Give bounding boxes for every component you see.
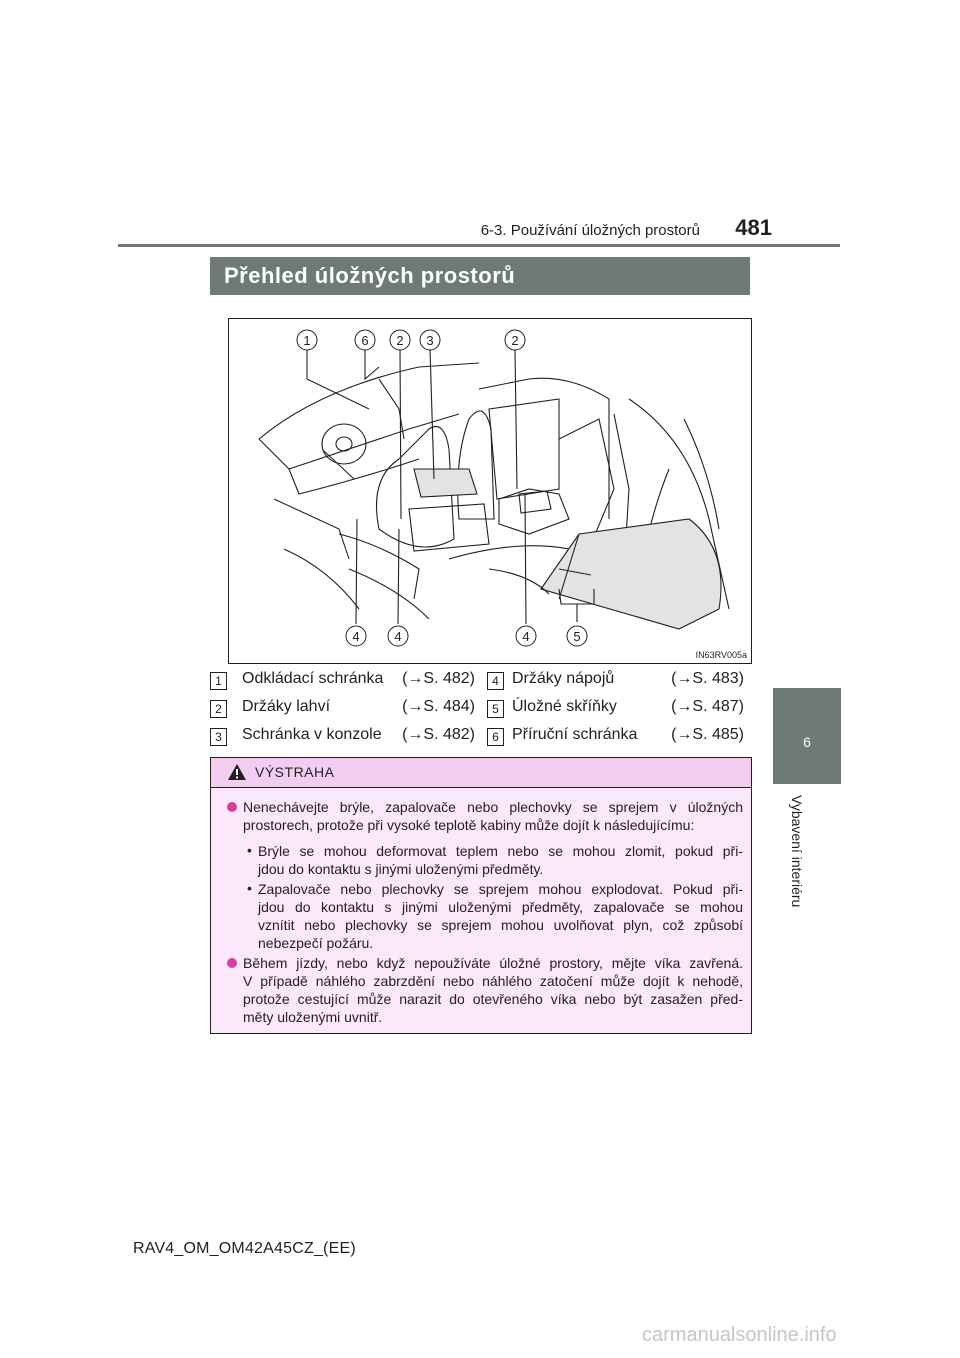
legend-page-ref[interactable]: (→S. 483): [671, 670, 744, 687]
document-code: RAV4_OM_OM42A45CZ_(EE): [133, 1240, 356, 1257]
header-rule: [118, 244, 840, 247]
sub-bullet-icon: •: [247, 880, 252, 896]
callout-bottom-2: 4: [394, 629, 402, 644]
callout-top-5: 2: [511, 333, 519, 348]
interior-storage-illustration: [228, 318, 752, 664]
legend-text: Odkládací schránka: [242, 670, 384, 687]
legend-item: [487, 726, 744, 748]
warning-text: Nenechávejte brýle, zapalovače nebo plechovky se sprejem v úložných: [243, 799, 743, 815]
legend-item: [487, 698, 744, 720]
chapter-title: Vybavení interiéru: [789, 795, 805, 908]
warning-text: Zapalovače nebo plechovky se sprejem mohou explodovat. Pokud při-: [258, 881, 743, 897]
legend-text: Držáky lahví: [242, 698, 331, 715]
legend-item: [210, 726, 475, 748]
chapter-number: 6: [803, 734, 811, 750]
figure-id: IN63RV005a: [695, 650, 747, 660]
warning-text: měty uloženými uvnitř.: [243, 1009, 383, 1025]
chapter-side-label: [789, 795, 815, 975]
watermark: carmanualsonline.info: [642, 1324, 837, 1346]
warning-text: jdou do kontaktu s jinými uloženými předměty, zapalovače se mohou: [258, 899, 743, 915]
chapter-tab[interactable]: [773, 688, 841, 784]
legend-number: 1: [210, 672, 227, 690]
warning-text: Během jízdy, nebo když nepoužíváte úložné prostory, mějte víka zavřená.: [243, 955, 743, 971]
callout-top-1: 1: [303, 333, 311, 348]
legend-item: [210, 670, 475, 692]
sub-bullet-icon: •: [247, 842, 252, 858]
warning-label: VÝSTRAHA: [255, 764, 335, 780]
warning-text: vznítit nebo plechovky se sprejem mohou uvolňovat plyn, což způsobí: [258, 917, 743, 933]
legend-item: [210, 698, 475, 720]
warning-text: nebezpečí požáru.: [258, 935, 374, 951]
legend-page-ref[interactable]: (→S. 487): [671, 698, 744, 715]
legend-page-ref[interactable]: (→S. 484): [402, 698, 475, 715]
legend-number: 6: [487, 728, 504, 746]
callout-top-3: 2: [396, 333, 404, 348]
callout-bottom-3: 4: [522, 629, 530, 644]
legend-page-ref[interactable]: (→S. 482): [402, 670, 475, 687]
bullet-dot-icon: [227, 958, 237, 968]
legend-item: [487, 670, 744, 692]
warning-text: Brýle se mohou deformovat teplem nebo se mohou zlomit, pokud při-: [258, 843, 743, 859]
legend-number: 4: [487, 672, 504, 690]
legend-text: Úložné skříňky: [512, 698, 617, 715]
warning-text: jdou do kontaktu s jinými uloženými předměty.: [258, 861, 544, 877]
callout-top-2: 6: [361, 333, 369, 348]
warning-box: [210, 757, 752, 1034]
section-heading-bar: [210, 257, 750, 295]
legend-text: Schránka v konzole: [242, 726, 382, 743]
bullet-dot-icon: [227, 802, 237, 812]
warning-text: V případě náhlého zabrzdění nebo náhlého zatočení může dojít k nehodě,: [243, 973, 743, 989]
warning-body: [211, 788, 751, 1033]
section-heading: Přehled úložných prostorů: [224, 263, 516, 288]
warning-triangle-icon: [227, 763, 247, 781]
legend-number: 2: [210, 700, 227, 718]
page-number: 481: [735, 215, 772, 240]
legend-page-ref[interactable]: (→S. 482): [402, 726, 475, 743]
callout-bottom-4: 5: [573, 629, 581, 644]
warning-text: prostorech, protože při vysoké teplotě kabiny může dojít k následujícímu:: [243, 817, 695, 833]
car-interior-drawing: [229, 319, 751, 663]
warning-header: [211, 758, 751, 788]
legend-number: 3: [210, 728, 227, 746]
legend-text: Příruční schránka: [512, 726, 638, 743]
legend-page-ref[interactable]: (→S. 485): [671, 726, 744, 743]
legend-text: Držáky nápojů: [512, 670, 615, 687]
warning-text: protože cestující může narazit do otevřeného víka nebo být zasažen před-: [243, 991, 743, 1007]
section-title: 6-3. Používání úložných prostorů: [480, 222, 700, 239]
callout-bottom-1: 4: [352, 629, 360, 644]
legend-number: 5: [487, 700, 504, 718]
callout-top-4: 3: [426, 333, 434, 348]
